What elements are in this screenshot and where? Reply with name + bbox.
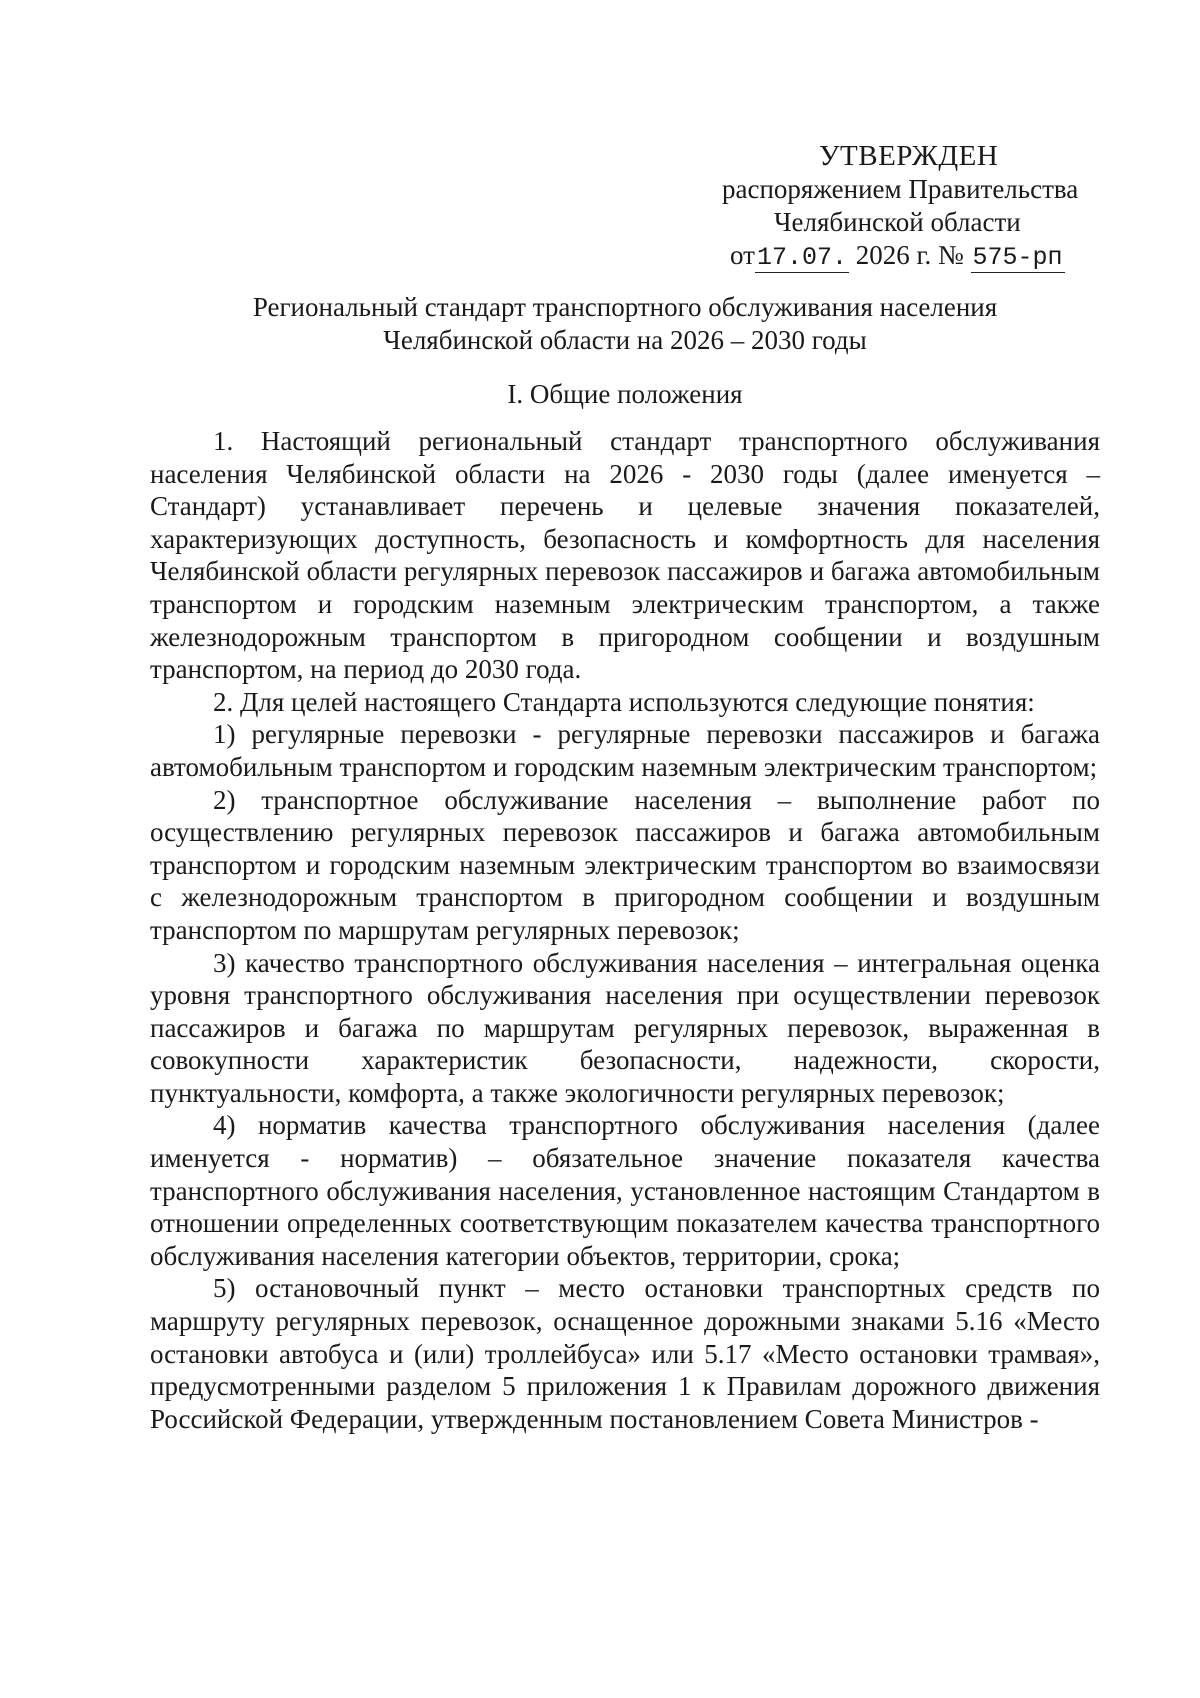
approval-year-text: 2026 г. №: [855, 240, 964, 270]
paragraph: 1) регулярные перевозки - регулярные перевозки пассажиров и багажа автомобильным транспортом и городским наземным электрическим транспортом;: [150, 719, 1100, 782]
approval-date-prefix: от: [730, 240, 755, 270]
document-title: [150, 291, 1100, 357]
paragraph: 5) остановочный пункт – место остановки транспортных средств по маршруту регулярных перевозок, оснащенное дорожными знаками 5.16 «Место остановки автобуса и (или) троллейбуса» или 5.17 «Место остановки трамвая», предусмотренными разделом 5 приложения 1 к Правилам дорожного движения Российской Федерации, утвержденным постановлением Совета Министров -: [150, 1273, 1100, 1434]
approval-stamp: [722, 140, 1102, 274]
paragraph: 2) транспортное обслуживание населения – выполнение работ по осуществлению регулярных перевозок пассажиров и багажа автомобильным транспортом и городским наземным электрическим транспортом во взаимосвязи с железнодорожным транспортом в пригородном сообщении и воздушным транспортом по маршрутам регулярных перевозок;: [150, 784, 1100, 945]
paragraph: 3) качество транспортного обслуживания населения – интегральная оценка уровня транспортного обслуживания населения при осуществлении перевозок пассажиров и багажа по маршрутам регулярных перевозок, выраженная в совокупности характеристик безопасности, надежности, скорости, пунктуальности, комфорта, а также экологичности регулярных перевозок;: [150, 947, 1100, 1108]
paragraph: 2. Для целей настоящего Стандарта используются следующие понятия:: [213, 686, 1035, 717]
paragraph: 1. Настоящий региональный стандарт транспортного обслуживания населения Челябинской области на 2026 - 2030 годы (далее именуется – Стандарт) устанавливает перечень и целевые значения показателей, характеризующих доступность, безопасность и комфортность для населения Челябинской области регулярных перевозок пассажиров и багажа автомобильным транспортом и городским наземным электрическим транспортом, а также железнодорожным транспортом в пригородном сообщении и воздушным транспортом, на период до 2030 года.: [150, 426, 1100, 685]
approval-line-1: распоряжением Правительства: [722, 174, 1079, 204]
document-title-line-1: Региональный стандарт транспортного обслуживания населения: [252, 292, 998, 322]
approval-title: УТВЕРЖДЕН: [819, 140, 999, 172]
approval-date-value: 17.07.: [756, 243, 847, 272]
document-title-line-2: Челябинской области на 2026 – 2030 годы: [383, 325, 867, 355]
paragraph: 4) норматив качества транспортного обслуживания населения (далее именуется - норматив) – обязательное значение показателя качества транспортного обслуживания населения, установленное настоящим Стандартом в отношении определенных соответствующим показателем качества транспортного обслуживания населения категории объектов, территории, срока;: [150, 1110, 1100, 1271]
document-body: [150, 425, 1100, 1435]
approval-date-line: [722, 239, 1102, 274]
approval-line-2: Челябинской области: [774, 207, 1021, 237]
section-title: I. Общие положения: [507, 379, 743, 409]
approval-number-value: 575-рп: [972, 243, 1063, 272]
